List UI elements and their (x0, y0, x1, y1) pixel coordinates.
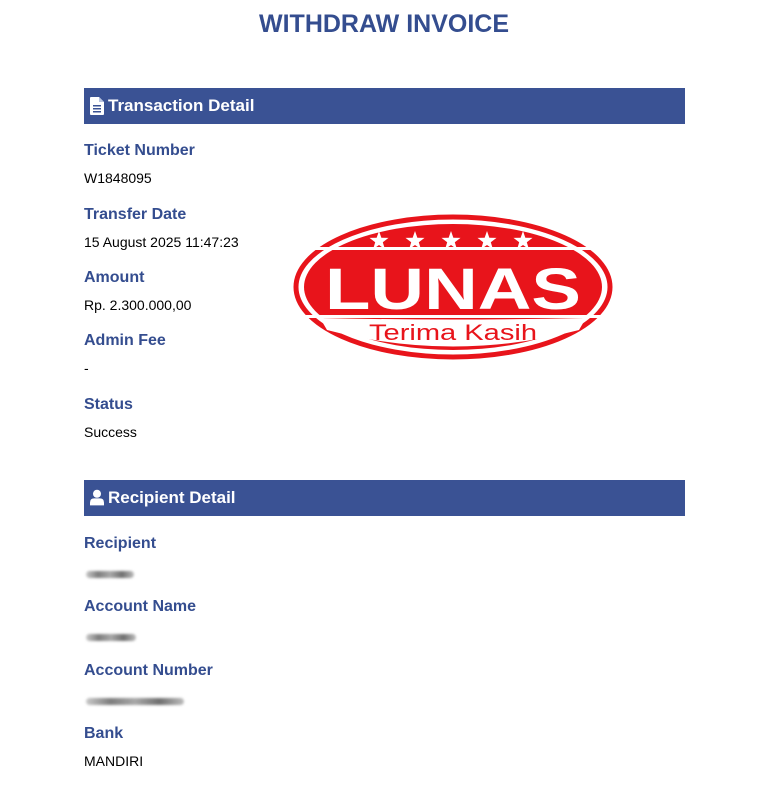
status-value: Success (84, 424, 137, 440)
recipient-label: Recipient (84, 535, 157, 552)
bank-field (84, 725, 143, 769)
admin-fee-field (84, 332, 166, 376)
ticket-number-value: W1848095 (84, 170, 152, 186)
transfer-date-field (84, 206, 239, 250)
document-icon (90, 97, 104, 115)
recipient-detail-title: Recipient Detail (108, 488, 236, 507)
account-name-label: Account Name (84, 598, 197, 615)
ticket-number-field (84, 142, 195, 186)
status-label: Status (84, 396, 133, 413)
bank-value: MANDIRI (84, 753, 144, 769)
admin-fee-label: Admin Fee (84, 332, 166, 349)
account-number-field (84, 662, 213, 706)
transfer-date-label: Transfer Date (84, 206, 187, 223)
page-title: WITHDRAW INVOICE (259, 10, 509, 38)
transaction-detail-header (84, 88, 685, 124)
amount-value: Rp. 2.300.000,00 (84, 297, 192, 313)
account-number-value-redacted (84, 690, 213, 706)
stamp-title: LUNAS (325, 257, 581, 322)
amount-field (84, 269, 191, 313)
account-number-label: Account Number (84, 662, 213, 679)
recipient-value-redacted (84, 563, 156, 579)
status-field (84, 396, 137, 440)
transfer-date-value: 15 August 2025 11:47:23 (84, 234, 239, 250)
recipient-field (84, 535, 156, 579)
account-name-value-redacted (84, 626, 196, 642)
paid-stamp (293, 213, 613, 363)
transaction-detail-title: Transaction Detail (108, 96, 255, 115)
stamp-subtitle: Terima Kasih (369, 320, 537, 345)
account-name-field (84, 598, 196, 642)
amount-label: Amount (84, 269, 145, 286)
admin-fee-value: - (84, 360, 89, 376)
user-icon (90, 489, 104, 507)
bank-label: Bank (84, 725, 124, 742)
ticket-number-label: Ticket Number (84, 142, 195, 159)
recipient-detail-header (84, 480, 685, 516)
